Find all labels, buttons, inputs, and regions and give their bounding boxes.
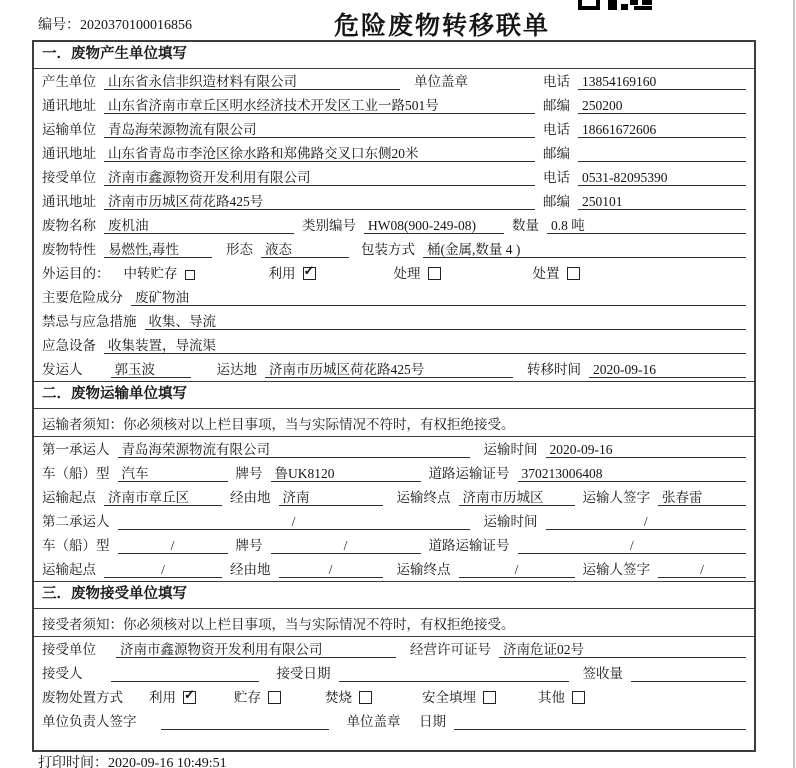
destination-label: 运达地 xyxy=(216,362,257,377)
carrier2-vehicle-value: / xyxy=(118,537,228,554)
date-label: 日期 xyxy=(419,714,446,729)
origin-label: 运输起点 xyxy=(42,562,96,577)
disposal-option-storage xyxy=(234,686,281,706)
transport-time-label: 运输时间 xyxy=(483,442,538,457)
checkbox-label: 中转贮存 xyxy=(123,266,178,281)
receiving-unit-label: 接受单位 xyxy=(42,642,96,657)
responsible-signature-row xyxy=(34,709,754,733)
page-title-text: 危险废物转移联单 xyxy=(333,13,550,40)
transporter-sign-label: 运输人签字 xyxy=(582,490,650,505)
producer-address-row xyxy=(34,93,754,117)
receiver-zip-label: 邮编 xyxy=(543,194,570,209)
receiver-person-value xyxy=(111,665,259,682)
checkbox-icon xyxy=(359,691,372,704)
checkbox-label: 其他 xyxy=(538,690,565,705)
checkbox-label: 贮存 xyxy=(234,690,261,705)
carrier1-origin-value: 济南市章丘区 xyxy=(104,489,222,506)
disposal-option-other xyxy=(538,686,585,706)
terminal-label: 运输终点 xyxy=(396,562,451,577)
producer-address-label: 通讯地址 xyxy=(42,98,96,113)
receiver-address-row xyxy=(34,189,754,213)
transporter-zip-label: 邮编 xyxy=(543,146,570,161)
receiver-phone-label: 电话 xyxy=(543,170,570,185)
carrier2-time-value: / xyxy=(546,513,747,530)
hazard-component-label: 主要危险成分 xyxy=(42,290,123,305)
via-label: 经由地 xyxy=(230,562,271,577)
receiver-zip-value: 250101 xyxy=(578,193,746,210)
purpose-option-transit-storage xyxy=(124,262,195,282)
print-time-value: 2020-09-16 10:49:51 xyxy=(108,756,227,768)
receiver-person-label: 接受人 xyxy=(42,666,83,681)
carrier1-vehicle-value: 汽车 xyxy=(118,465,228,482)
consignor-label: 发运人 xyxy=(42,362,83,377)
disposal-option-incinerate xyxy=(325,686,372,706)
disposal-option-utilize xyxy=(149,686,196,706)
responsible-sign-value xyxy=(161,713,329,730)
checkbox-icon xyxy=(572,691,585,704)
responsible-sign-label: 单位负责人签字 xyxy=(42,714,137,729)
carrier2-vehicle-row xyxy=(34,533,754,557)
packing-value: 桶(金属,数量 4 ) xyxy=(423,241,746,258)
checkbox-label: 焚烧 xyxy=(325,690,352,705)
producer-zip-label: 邮编 xyxy=(543,98,570,113)
transporter-address-row xyxy=(34,141,754,165)
road-permit-label: 道路运输证号 xyxy=(428,466,510,481)
purpose-option-utilize xyxy=(269,262,316,282)
emergency-equipment-value: 收集装置，导流渠 xyxy=(104,337,746,354)
producer-unit-row xyxy=(34,69,754,93)
carrier1-sign-value: 张春雷 xyxy=(658,489,746,506)
transporter-sign-label: 运输人签字 xyxy=(582,562,650,577)
carrier1-vehicle-row xyxy=(34,461,754,485)
transporter-unit-label: 运输单位 xyxy=(42,122,96,137)
origin-label: 运输起点 xyxy=(42,490,96,505)
state-value: 液态 xyxy=(261,241,349,258)
category-code-label: 类别编号 xyxy=(302,218,356,233)
receive-date-value xyxy=(339,665,569,682)
disposal-method-label: 废物处置方式 xyxy=(42,690,123,705)
transport-time-label: 运输时间 xyxy=(483,514,538,529)
received-qty-value xyxy=(631,665,746,682)
transporter-address-value: 山东省青岛市李沧区徐水路和郑佛路交叉口东侧20米 xyxy=(104,145,535,162)
transporter-zip-value xyxy=(578,145,746,162)
date-value xyxy=(454,713,746,730)
checkbox-icon xyxy=(303,267,316,280)
carrier1-label: 第一承运人 xyxy=(42,442,110,457)
carrier2-route-row xyxy=(34,557,754,581)
disposal-option-landfill xyxy=(422,686,496,706)
section3-header: 三．废物接受单位填写 xyxy=(34,581,754,609)
transporter-phone-value: 18661672606 xyxy=(578,121,746,138)
hazard-component-value: 废矿物油 xyxy=(131,289,746,306)
plate-label: 牌号 xyxy=(235,466,263,481)
checkbox-label: 处理 xyxy=(393,266,421,281)
destination-value: 济南市历城区荷花路425号 xyxy=(265,361,513,378)
quantity-label: 数量 xyxy=(512,218,539,233)
carrier2-origin-value: / xyxy=(104,561,222,578)
waste-traits-label: 废物特性 xyxy=(42,242,96,257)
producer-unit-value: 山东省永信非织造材料有限公司 xyxy=(104,73,400,90)
unit-seal-label: 单位盖章 xyxy=(414,74,468,89)
receiving-unit-value: 济南市鑫源物资开发利用有限公司 xyxy=(116,641,396,658)
receiver-unit-label: 接受单位 xyxy=(42,170,96,185)
receiving-unit-row xyxy=(34,637,754,661)
transporter-address-label: 通讯地址 xyxy=(42,146,96,161)
receive-date-label: 接受日期 xyxy=(276,666,331,681)
print-time xyxy=(38,752,227,768)
waste-name-label: 废物名称 xyxy=(42,218,96,233)
carrier1-plate-value: 鲁UK8120 xyxy=(271,465,421,482)
purpose-option-dispose xyxy=(533,262,580,282)
purpose-option-treat xyxy=(394,262,441,282)
transfer-purpose-label: 外运目的： xyxy=(42,266,110,281)
carrier2-plate-value: / xyxy=(271,537,421,554)
producer-zip-value: 250200 xyxy=(578,97,746,114)
transfer-time-label: 转移时间 xyxy=(527,362,581,377)
emergency-equipment-label: 应急设备 xyxy=(42,338,96,353)
receiver-phone-value: 0531-82095390 xyxy=(578,169,746,186)
waste-name-value: 废机油 xyxy=(104,217,294,234)
transfer-purpose-row xyxy=(34,261,754,285)
carrier1-permit-value: 370213006408 xyxy=(518,465,747,482)
checkbox-icon xyxy=(567,267,580,280)
carrier2-permit-value: / xyxy=(518,537,747,554)
receiver-unit-value: 济南市鑫源物资开发利用有限公司 xyxy=(104,169,535,186)
section2-header: 二．废物运输单位填写 xyxy=(34,381,754,409)
carrier1-terminal-value: 济南市历城区 xyxy=(459,489,575,506)
hazard-component-row xyxy=(34,285,754,309)
carrier2-row xyxy=(34,509,754,533)
road-permit-label: 道路运输证号 xyxy=(428,538,510,553)
producer-address-value: 山东省济南市章丘区明水经济技术开发区工业一路501号 xyxy=(104,97,535,114)
state-label: 形态 xyxy=(226,242,253,257)
carrier2-terminal-value: / xyxy=(459,561,575,578)
transporter-unit-row xyxy=(34,117,754,141)
carrier1-route-row xyxy=(34,485,754,509)
taboo-measures-row xyxy=(34,309,754,333)
waste-traits-value: 易燃性,毒性 xyxy=(104,241,212,258)
receiver-notice: 接受者须知：你必须核对以上栏目事项，当与实际情况不符时，有权拒绝接受。 xyxy=(34,609,754,637)
carrier2-label: 第二承运人 xyxy=(42,514,110,529)
serial-value: 2020370100016856 xyxy=(80,18,192,33)
carrier1-row xyxy=(34,437,754,461)
receiver-person-row xyxy=(34,661,754,685)
unit-seal-label: 单位盖章 xyxy=(346,714,401,729)
checkbox-icon xyxy=(185,270,195,280)
transfer-time-value: 2020-09-16 xyxy=(589,361,746,378)
transporter-unit-value: 青岛海荣源物流有限公司 xyxy=(104,121,535,138)
vehicle-type-label: 车（船）型 xyxy=(42,538,110,553)
consignor-value: 郭玉波 xyxy=(111,361,191,378)
license-value: 济南危证02号 xyxy=(499,641,746,658)
producer-phone-label: 电话 xyxy=(543,74,570,89)
print-time-label: 打印时间： xyxy=(38,756,108,768)
carrier2-via-value: / xyxy=(279,561,383,578)
via-label: 经由地 xyxy=(230,490,271,505)
transfer-form-table xyxy=(32,40,756,752)
category-code-value: HW08(900-249-08) xyxy=(364,217,504,234)
receiver-address-value: 济南市历城区荷花路425号 xyxy=(104,193,535,210)
consignor-row xyxy=(34,357,754,381)
transporter-phone-label: 电话 xyxy=(543,122,570,137)
quantity-value: 0.8 吨 xyxy=(547,217,746,234)
vehicle-type-label: 车（船）型 xyxy=(42,466,110,481)
carrier2-name-value: / xyxy=(118,513,470,530)
carrier1-time-value: 2020-09-16 xyxy=(546,441,747,458)
page-title xyxy=(0,6,796,42)
section1-header: 一．废物产生单位填写 xyxy=(34,42,754,69)
checkbox-icon xyxy=(268,691,281,704)
packing-label: 包装方式 xyxy=(361,242,415,257)
transporter-notice: 运输者须知：你必须核对以上栏目事项，当与实际情况不符时，有权拒绝接受。 xyxy=(34,409,754,437)
waste-name-row xyxy=(34,213,754,237)
producer-unit-label: 产生单位 xyxy=(42,74,96,89)
qr-code-fragment-icon xyxy=(578,0,654,10)
plate-label: 牌号 xyxy=(235,538,263,553)
page-edge-line xyxy=(793,0,795,768)
emergency-equipment-row xyxy=(34,333,754,357)
receiver-unit-row xyxy=(34,165,754,189)
terminal-label: 运输终点 xyxy=(396,490,451,505)
checkbox-icon xyxy=(483,691,496,704)
taboo-measures-label: 禁忌与应急措施 xyxy=(42,314,137,329)
checkbox-label: 利用 xyxy=(149,690,176,705)
checkbox-label: 处置 xyxy=(532,266,560,281)
producer-phone-value: 13854169160 xyxy=(578,73,746,90)
disposal-method-row xyxy=(34,685,754,709)
received-qty-label: 签收量 xyxy=(582,666,623,681)
checkbox-icon xyxy=(183,691,196,704)
carrier1-via-value: 济南 xyxy=(279,489,383,506)
carrier2-sign-value: / xyxy=(658,561,746,578)
checkbox-label: 安全填埋 xyxy=(422,690,476,705)
serial-label: 编号： xyxy=(38,18,80,33)
checkbox-label: 利用 xyxy=(268,266,296,281)
taboo-measures-value: 收集、导流 xyxy=(145,313,747,330)
license-label: 经营许可证号 xyxy=(410,642,491,657)
receiver-address-label: 通讯地址 xyxy=(42,194,96,209)
waste-traits-row xyxy=(34,237,754,261)
carrier1-name-value: 青岛海荣源物流有限公司 xyxy=(118,441,470,458)
checkbox-icon xyxy=(428,267,441,280)
